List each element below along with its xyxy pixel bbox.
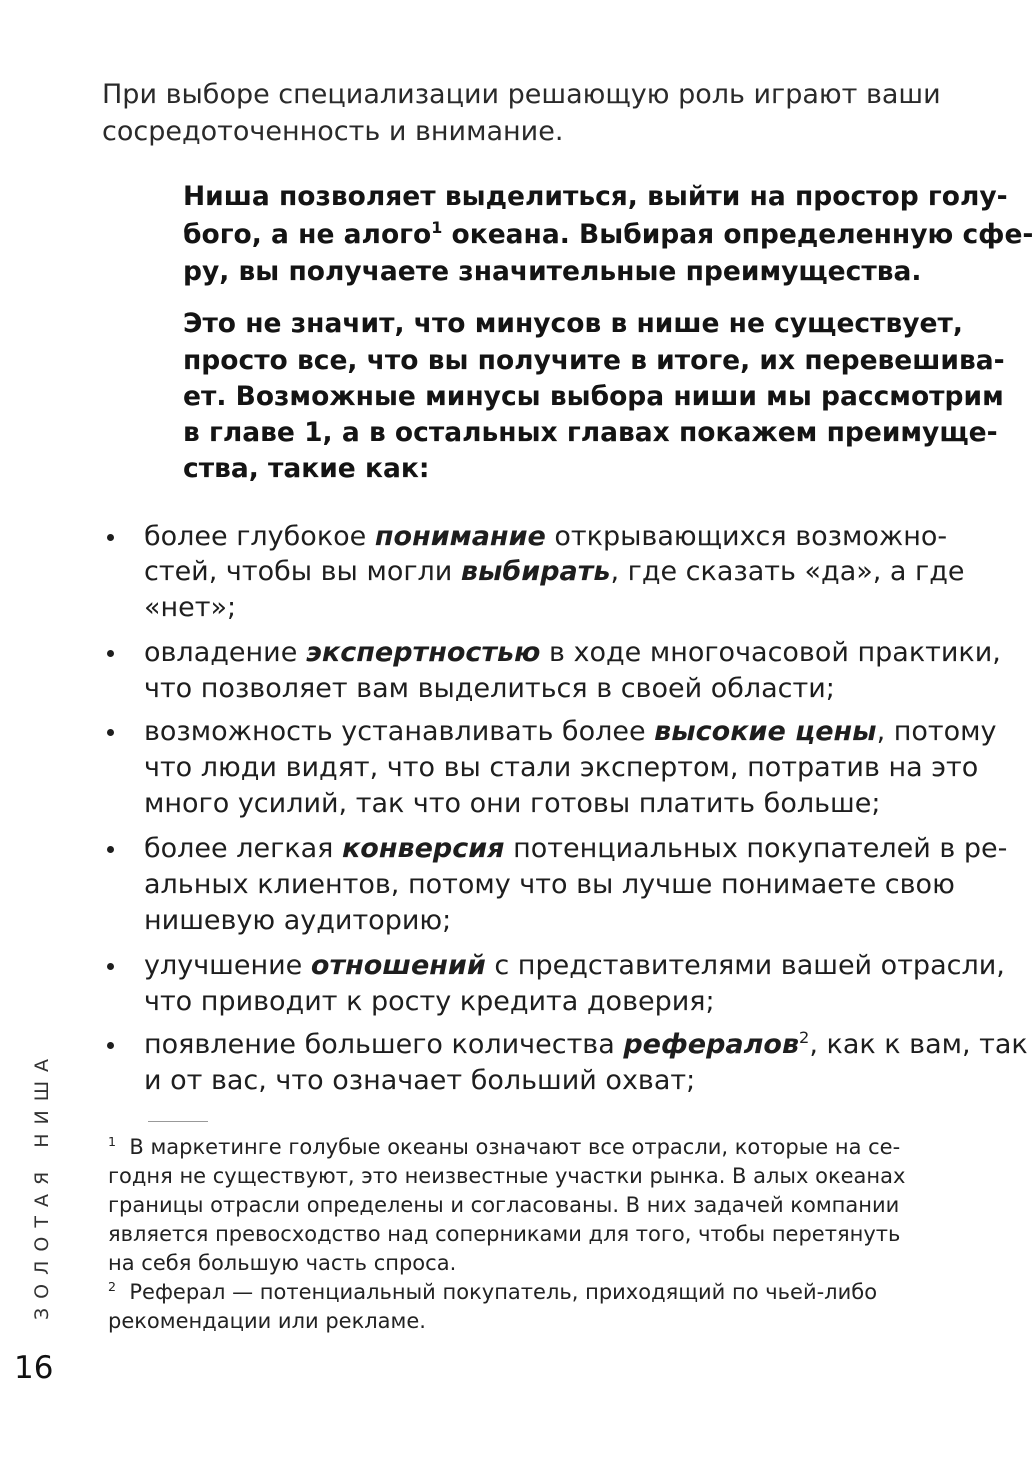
footnote-1-line-1: $^1$ В маркетинге голубые океаны означают все отрасли, которые на се- xyxy=(108,1134,901,1159)
bullet-5-line-1: улучшение отношений с представителями вашей отрасли, xyxy=(144,950,1005,981)
intro-line-2: сосредоточенность и внимание. xyxy=(102,116,564,147)
bullet-6-line-2: и от вас, что означает больший охват; xyxy=(144,1065,696,1096)
highlight-p2-line-5: ства, такие как: xyxy=(183,453,430,484)
footnote-2-number: 2 xyxy=(108,1279,117,1294)
highlight-p1-line-3: ру, вы получаете значительные преимущества. xyxy=(183,256,922,287)
footnote-1-line-5: на себя большую часть спроса. xyxy=(108,1251,457,1275)
bullet-marker xyxy=(104,832,118,866)
bullet-marker xyxy=(104,636,118,670)
bullet-5-line-2: что приводит к росту кредита доверия; xyxy=(144,986,715,1017)
footnote-ref-2: 2 xyxy=(799,1028,810,1047)
bullet-4-line-1: более легкая конверсия потенциальных покупателей в ре- xyxy=(144,833,1008,864)
highlight-p2-line-4: в главе 1, а в остальных главах покажем преимуще- xyxy=(183,417,998,448)
footnote-2-line-2: рекомендации или рекламе. xyxy=(108,1309,426,1333)
running-head: ЗОЛОТАЯ НИША xyxy=(31,1049,54,1321)
footnote-1-line-3: границы отрасли определены и согласованы. В них задачей компании xyxy=(108,1193,900,1217)
bullet-1-line-2: стей, чтобы вы могли выбирать, где сказать «да», а где xyxy=(144,556,965,587)
bullet-6-line-1: появление большего количества рефералов$^2$, как к вам, так xyxy=(144,1028,1028,1060)
bullet-1-line-1: более глубокое понимание открывающихся возможно- xyxy=(144,521,948,552)
bullet-2-line-1: овладение экспертностью в ходе многочасовой практики, xyxy=(144,637,1001,668)
footnote-separator xyxy=(148,1121,208,1122)
bullet-marker xyxy=(104,949,118,983)
footnote-2-line-1: $^2$ Реферал — потенциальный покупатель, приходящий по чьей-либо xyxy=(108,1279,878,1304)
page-number: 16 xyxy=(14,1350,54,1386)
highlight-p2-line-2: просто все, что вы получите в итоге, их перевешива- xyxy=(183,345,1005,376)
bullet-4-line-3: нишевую аудиторию; xyxy=(144,905,452,936)
bullet-marker xyxy=(104,1028,118,1062)
bullet-3-line-1: возможность устанавливать более высокие цены, потому xyxy=(144,716,997,747)
footnote-1-number: 1 xyxy=(108,1134,117,1149)
bullet-4-line-2: альных клиентов, потому что вы лучше понимаете свою xyxy=(144,869,955,900)
highlight-p2-line-1: Это не значит, что минусов в нише не существует, xyxy=(183,308,963,339)
footnote-1-line-4: является превосходство над соперниками для того, чтобы перетянуть xyxy=(108,1222,901,1246)
footnote-1-line-2: годня не существуют, это неизвестные участки рынка. В алых океанах xyxy=(108,1164,906,1188)
bullet-3-line-2: что люди видят, что вы стали экспертом, потратив на это xyxy=(144,752,979,783)
bullet-marker xyxy=(104,715,118,749)
bullet-2-line-2: что позволяет вам выделиться в своей области; xyxy=(144,673,835,704)
highlight-p1-line-2: бого, а не алого$^1$ океана. Выбирая определенную сфе- xyxy=(183,218,1033,250)
footnote-ref-1: 1 xyxy=(431,218,443,238)
intro-line-1: При выборе специализации решающую роль играют ваши xyxy=(102,79,941,110)
highlight-p2-line-3: ет. Возможные минусы выбора ниши мы рассмотрим xyxy=(183,381,1004,412)
bullet-3-line-3: много усилий, так что они готовы платить больше; xyxy=(144,788,881,819)
highlight-p1-line-1: Ниша позволяет выделиться, выйти на простор голу- xyxy=(183,181,1008,212)
bullet-marker xyxy=(104,520,118,554)
bullet-1-line-3: «нет»; xyxy=(144,592,237,623)
